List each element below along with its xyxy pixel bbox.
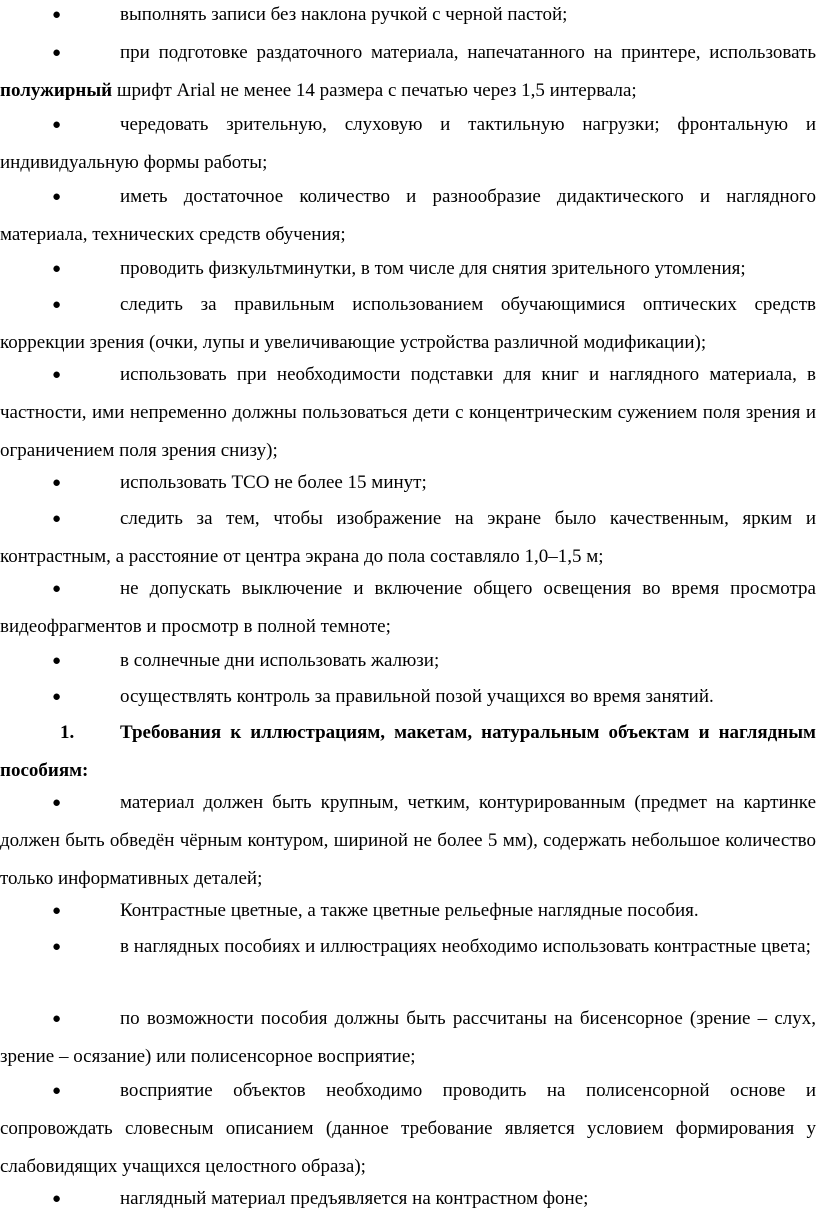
bullet-icon: ●: [52, 297, 62, 313]
list-item-text: осуществлять контроль за правильной позой учащихся во время занятий.: [120, 686, 714, 707]
bullet-icon: ●: [52, 939, 62, 955]
list-item-text: использовать ТСО не более 15 минут;: [120, 472, 427, 493]
list-item: [0, 34, 816, 110]
bullet-icon: ●: [52, 117, 62, 133]
list-item: [0, 1072, 816, 1186]
list-item-text: материал должен быть крупным, четким, контурированным (предмет на картинке должен быть обведён чёрным контуром, шириной не более 5 мм), содержать небольшое количество только информативных деталей;: [0, 792, 816, 889]
list-item: [0, 464, 816, 502]
section-heading: [0, 714, 816, 790]
list-item-text: чередовать зрительную, слуховую и тактильную нагрузки; фронтальную и индивидуальную формы работы;: [0, 114, 816, 173]
list-item: [0, 570, 816, 646]
bullet-icon: ●: [52, 7, 62, 23]
bullet-icon: ●: [52, 261, 62, 277]
bullet-icon: ●: [52, 189, 62, 205]
bullet-icon: ●: [52, 1083, 62, 1099]
list-item-text: наглядный материал предъявляется на контрастном фоне;: [120, 1188, 589, 1209]
list-item-text: не допускать выключение и включение общего освещения во время просмотра видеофрагментов и просмотр в полной темноте;: [0, 578, 816, 637]
list-item: [0, 1000, 816, 1076]
bullet-icon: ●: [52, 653, 62, 669]
heading-text: Требования к иллюстрациям, макетам, натуральным объектам и наглядным пособиям:: [0, 722, 816, 781]
list-item-text: использовать при необходимости подставки для книг и наглядного материала, в частности, ими непременно должны пользоваться дети с концентрическим сужением поля зрения и ограничением поля зрения снизу);: [0, 364, 816, 461]
bullet-icon: ●: [52, 903, 62, 919]
list-item-text: проводить физкультминутки, в том числе для снятия зрительного утомления;: [120, 258, 746, 279]
list-item-text: иметь достаточное количество и разнообразие дидактического и наглядного материала, технических средств обучения;: [0, 186, 816, 245]
list-item-text: шрифт Arial не менее 14 размера с печатью через 1,5 интервала;: [112, 80, 637, 101]
list-item-text: следить за тем, чтобы изображение на экране было качественным, ярким и контрастным, а расстояние от центра экрана до пола составляло 1,0–1,5 м;: [0, 508, 816, 567]
list-item: [0, 784, 816, 898]
list-item-text: в солнечные дни использовать жалюзи;: [120, 650, 440, 671]
bullet-icon: ●: [52, 475, 62, 491]
list-item-text: при подготовке раздаточного материала, напечатанного на принтере, использовать: [120, 42, 816, 63]
bullet-icon: ●: [52, 581, 62, 597]
list-item: [0, 678, 816, 716]
list-item: [0, 928, 816, 966]
list-item-text: выполнять записи без наклона ручкой с черной пастой;: [120, 4, 568, 25]
list-item-text: следить за правильным использованием обучающимися оптических средств коррекции зрения (очки, лупы и увеличивающие устройства различной модификации);: [0, 294, 816, 353]
heading-number: 1.: [60, 722, 75, 743]
bullet-icon: ●: [52, 795, 62, 811]
bullet-icon: ●: [52, 45, 62, 61]
bullet-icon: ●: [52, 1011, 62, 1027]
list-item: [0, 106, 816, 182]
list-item: [0, 892, 816, 930]
list-item-text: в наглядных пособиях и иллюстрациях необходимо использовать контрастные цвета;: [120, 936, 811, 957]
list-item-text: по возможности пособия должны быть рассчитаны на бисенсорное (зрение – слух, зрение – осязание) или полисенсорное восприятие;: [0, 1008, 816, 1067]
list-item: [0, 500, 816, 576]
bullet-icon: ●: [52, 367, 62, 383]
bullet-icon: ●: [52, 689, 62, 705]
bullet-icon: ●: [52, 511, 62, 527]
list-item-text: Контрастные цветные, а также цветные рельефные наглядные пособия.: [120, 900, 699, 921]
list-item: [0, 250, 816, 288]
list-item: [0, 0, 816, 34]
list-item: [0, 1180, 816, 1218]
list-item: [0, 178, 816, 254]
list-item: [0, 286, 816, 362]
bold-text: полужирный: [0, 80, 113, 101]
list-item: [0, 642, 816, 680]
list-item: [0, 356, 816, 470]
bullet-icon: ●: [52, 1191, 62, 1207]
list-item-text: восприятие объектов необходимо проводить на полисенсорной основе и сопровождать словесным описанием (данное требование является условием формирования у слабовидящих учащихся целостного образа);: [0, 1080, 816, 1177]
